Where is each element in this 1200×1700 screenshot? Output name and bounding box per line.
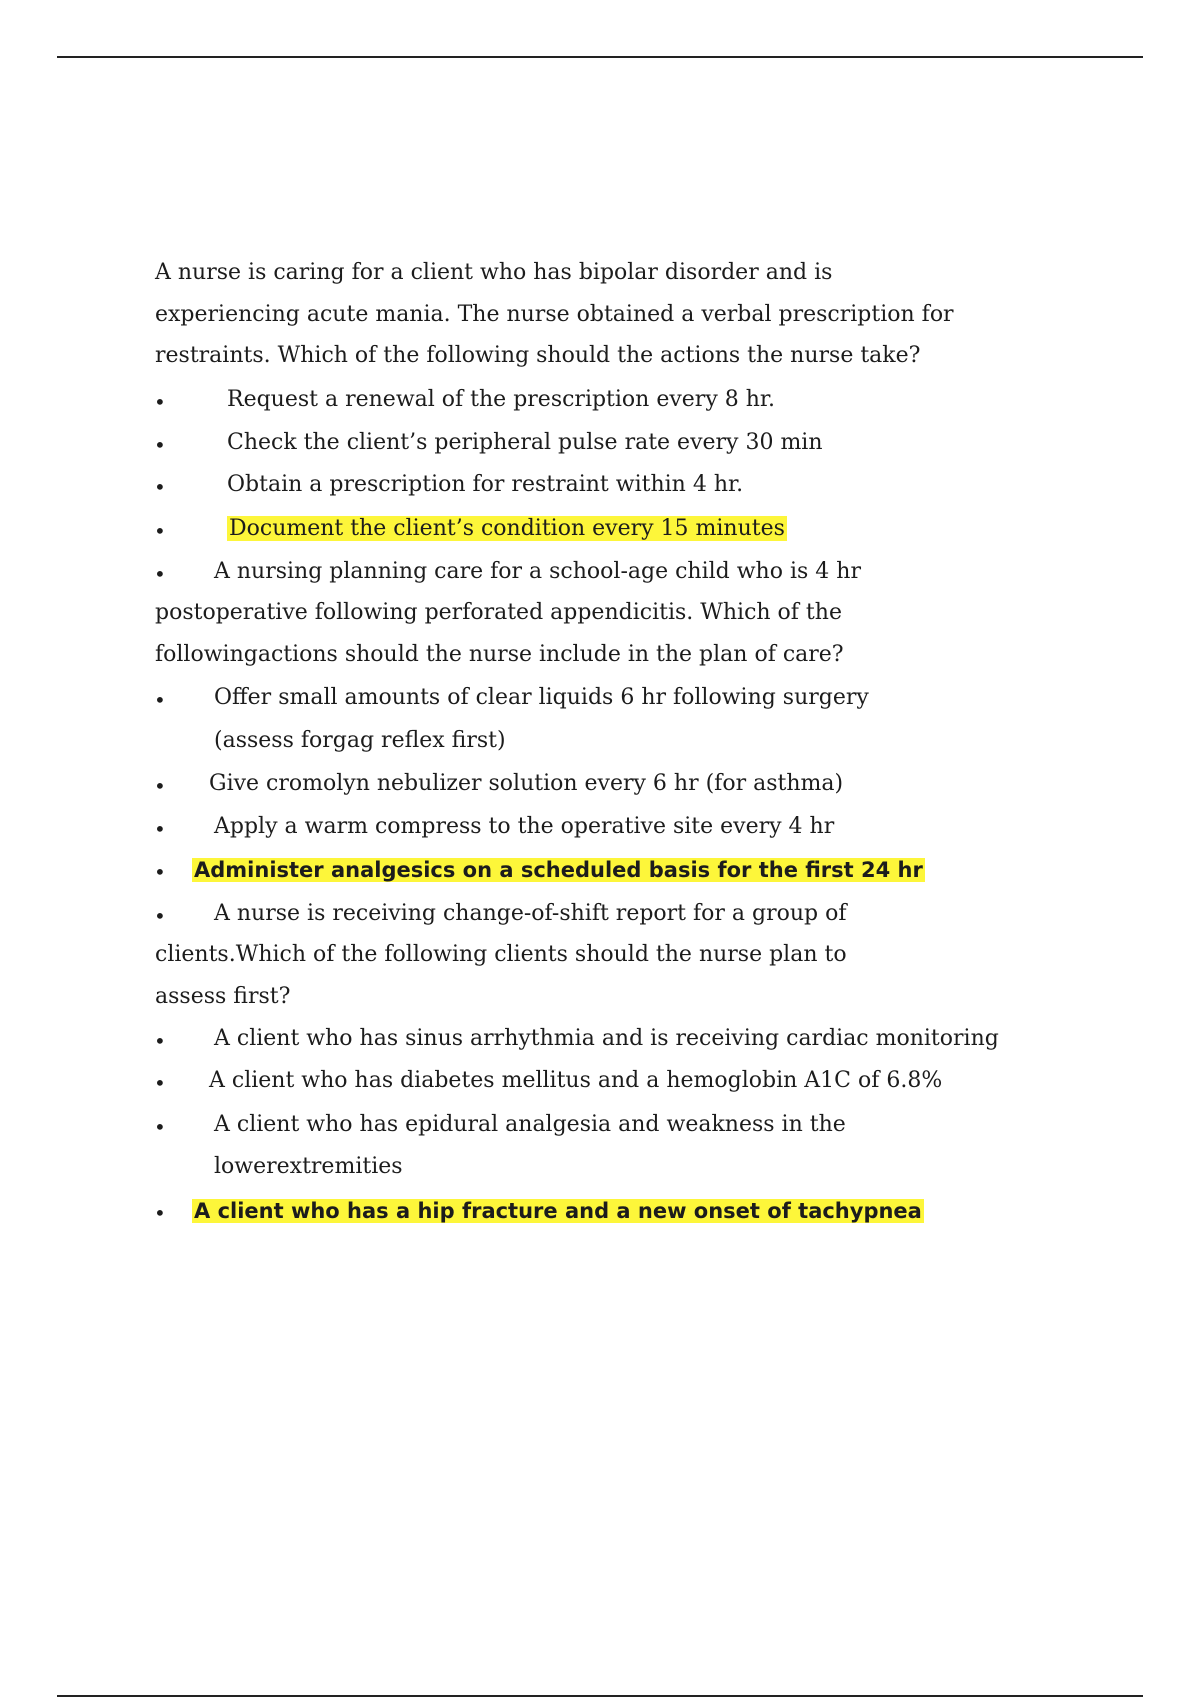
question-1-correct-answer [227, 514, 787, 544]
bullet-icon: • [154, 817, 166, 841]
question-2-stem-line-3: followingactions should the nurse include in the plan of care? [155, 642, 844, 667]
answer-highlight: Document the client’s condition every 15 minutes [229, 516, 785, 541]
footer-rule [57, 1695, 1143, 1697]
question-3-stem-line-3: assess first? [155, 984, 291, 1009]
question-3-option-1: A client who has sinus arrhythmia and is receiving cardiac monitoring [214, 1026, 999, 1051]
question-2-correct-answer [192, 855, 925, 885]
bullet-icon: • [154, 1071, 166, 1095]
question-2-stem-line-2: postoperative following perforated appendicitis. Which of the [155, 600, 842, 625]
question-2-option-3: Apply a warm compress to the operative site every 4 hr [214, 814, 835, 839]
bullet-icon: • [154, 1029, 166, 1053]
question-1-option-3: Obtain a prescription for restraint within 4 hr. [227, 472, 744, 497]
question-1-stem-line-2: experiencing acute mania. The nurse obtained a verbal prescription for [155, 302, 954, 327]
question-3-stem-line-2: clients.Which of the following clients should the nurse plan to [155, 942, 847, 967]
bullet-icon: • [154, 519, 166, 543]
bullet-icon: • [154, 688, 166, 712]
question-1-stem-line-3: restraints. Which of the following should the actions the nurse take? [155, 343, 921, 368]
bullet-icon: • [154, 1115, 166, 1139]
bullet-icon: • [154, 433, 166, 457]
bullet-icon: • [154, 562, 166, 586]
question-2-stem-line-1: A nursing planning care for a school-age child who is 4 hr [214, 559, 861, 584]
question-1-option-1: Request a renewal of the prescription every 8 hr. [227, 387, 776, 412]
question-1-option-2: Check the client’s peripheral pulse rate every 30 min [227, 430, 823, 455]
bullet-icon: • [154, 904, 166, 928]
question-3-option-2: A client who has diabetes mellitus and a hemoglobin A1C of 6.8% [209, 1068, 943, 1093]
question-3-stem-line-1: A nurse is receiving change-of-shift report for a group of [214, 901, 847, 926]
question-2-option-1-continued: (assess forgag reflex first) [214, 728, 506, 753]
bullet-icon: • [154, 774, 166, 798]
question-3-correct-answer [192, 1196, 924, 1226]
question-3-option-3: A client who has epidural analgesia and weakness in the [214, 1112, 846, 1137]
bullet-icon: • [154, 860, 166, 884]
question-1-stem-line-1: A nurse is caring for a client who has bipolar disorder and is [155, 260, 833, 285]
answer-highlight: Administer analgesics on a scheduled basis for the first 24 hr [194, 858, 923, 882]
bullet-icon: • [154, 475, 166, 499]
question-2-option-1: Offer small amounts of clear liquids 6 hr following surgery [214, 685, 869, 710]
answer-highlight: A client who has a hip fracture and a new onset of tachypnea [194, 1199, 922, 1223]
header-rule [57, 56, 1143, 58]
bullet-icon: • [154, 1201, 166, 1225]
bullet-icon: • [154, 390, 166, 414]
question-2-option-2: Give cromolyn nebulizer solution every 6 hr (for asthma) [209, 771, 844, 796]
question-3-option-3-continued: lowerextremities [214, 1154, 403, 1179]
